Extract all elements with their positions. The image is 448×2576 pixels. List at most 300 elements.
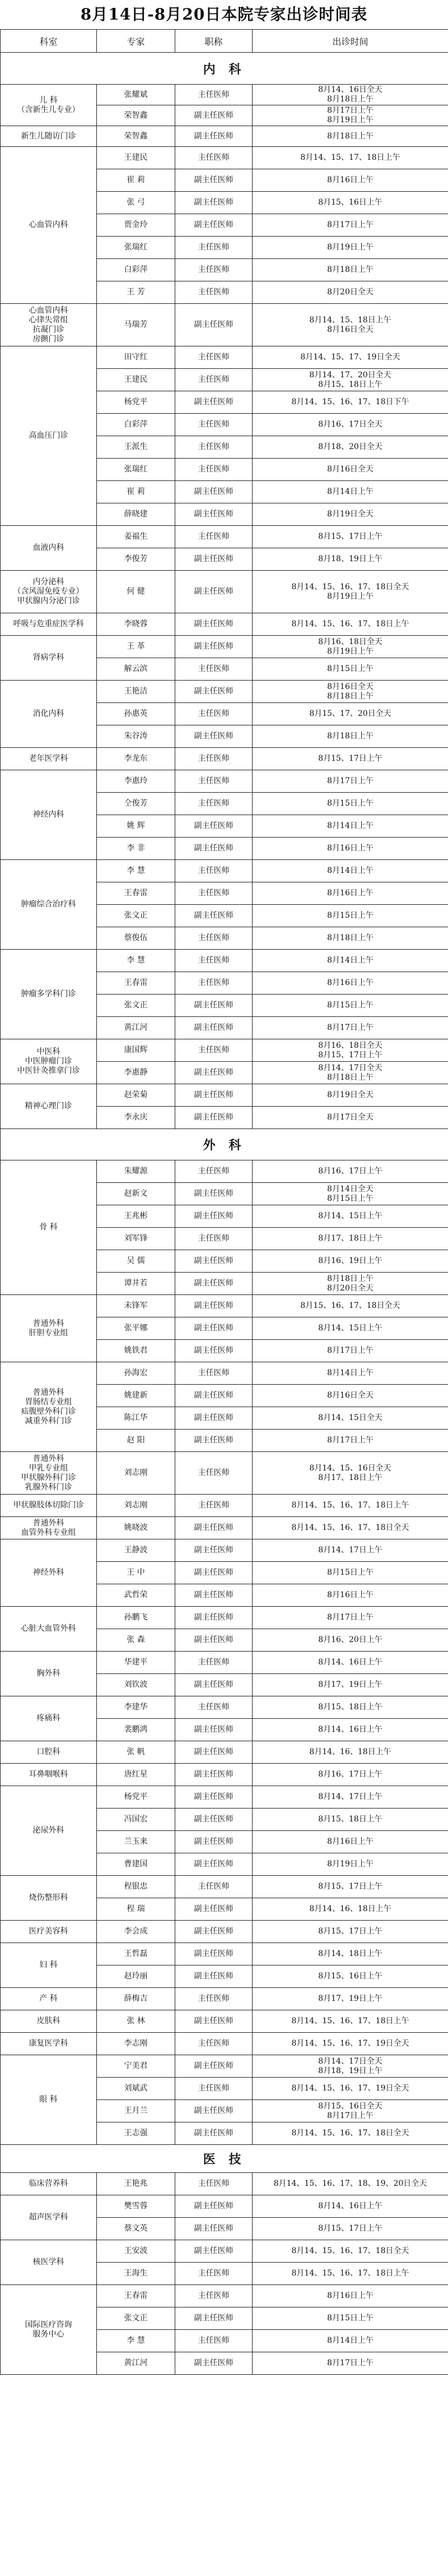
expert-name: 兰玉来 bbox=[97, 1831, 175, 1853]
expert-rank: 副主任医师 bbox=[175, 1786, 253, 1809]
dept-cell: 眼 科 bbox=[1, 2055, 97, 2145]
expert-rank: 副主任医师 bbox=[175, 2352, 253, 2375]
expert-rank: 副主任医师 bbox=[175, 1584, 253, 1607]
header-row bbox=[1, 30, 448, 53]
expert-rank: 副主任医师 bbox=[175, 2010, 253, 2033]
expert-name: 姚建新 bbox=[97, 1385, 175, 1407]
expert-rank: 主任医师 bbox=[175, 703, 253, 725]
dept-cell: 普通外科 肝胆专业组 bbox=[1, 1295, 97, 1362]
table-row bbox=[1, 681, 448, 703]
clinic-time: 8月17日上午 bbox=[253, 1017, 448, 1039]
expert-rank: 主任医师 bbox=[175, 436, 253, 459]
expert-rank: 副主任医师 bbox=[175, 725, 253, 748]
header-time: 出诊时间 bbox=[253, 30, 448, 53]
clinic-time: 8月17日上午 8月19日上午 bbox=[253, 105, 448, 126]
expert-rank: 副主任医师 bbox=[175, 1719, 253, 1741]
table-row bbox=[1, 526, 448, 548]
dept-cell: 肾病学科 bbox=[1, 636, 97, 681]
table-row bbox=[1, 770, 448, 793]
clinic-time: 8月14、15、16、17、18日上午 bbox=[253, 2263, 448, 2285]
expert-name: 宁美君 bbox=[97, 2055, 175, 2078]
dept-cell: 普通外科 胃肠结专业组 疝腹壁外科门诊 减重外科门诊 bbox=[1, 1362, 97, 1452]
clinic-time: 8月15日上午 bbox=[253, 995, 448, 1017]
dept-cell: 儿 科 （含新生儿专业） bbox=[1, 85, 97, 126]
dept-cell: 内分泌科 （含风湿免疫专业） 甲状腺内分泌门诊 bbox=[1, 571, 97, 613]
clinic-time: 8月16日上午 bbox=[253, 1831, 448, 1853]
expert-rank: 副主任医师 bbox=[175, 1943, 253, 1965]
dept-cell: 新生儿随访门诊 bbox=[1, 126, 97, 147]
expert-rank: 主任医师 bbox=[175, 1039, 253, 1062]
dept-cell: 甲状腺肢体切除门诊 bbox=[1, 1495, 97, 1517]
expert-name: 裴鹏鸿 bbox=[97, 1719, 175, 1741]
expert-rank: 副主任医师 bbox=[175, 2195, 253, 2218]
dept-cell: 口腔科 bbox=[1, 1741, 97, 1764]
dept-cell: 皮肤科 bbox=[1, 2010, 97, 2033]
expert-name: 华建平 bbox=[97, 1652, 175, 1674]
expert-name: 蔡俊伍 bbox=[97, 927, 175, 950]
expert-rank: 主任医师 bbox=[175, 2033, 253, 2055]
clinic-time: 8月14、17日全天 8月18日上午 bbox=[253, 1062, 448, 1084]
expert-name: 李惠玲 bbox=[97, 770, 175, 793]
dept-cell: 神经外科 bbox=[1, 1539, 97, 1607]
expert-rank: 主任医师 bbox=[175, 2285, 253, 2307]
expert-rank: 副主任医师 bbox=[175, 481, 253, 503]
header-expert: 专家 bbox=[97, 30, 175, 53]
expert-name: 崔 莉 bbox=[97, 169, 175, 192]
dept-cell: 心血管内科 心律失常组 抗凝门诊 房颤门诊 bbox=[1, 304, 97, 346]
expert-name: 王安波 bbox=[97, 2240, 175, 2263]
dept-cell: 肿瘤综合治疗科 bbox=[1, 860, 97, 950]
clinic-time: 8月14、18日上午 bbox=[253, 1943, 448, 1965]
expert-name: 王月兰 bbox=[97, 2100, 175, 2122]
clinic-time: 8月15日上午 bbox=[253, 1562, 448, 1584]
expert-rank: 副主任医师 bbox=[175, 1517, 253, 1539]
clinic-time: 8月14日上午 bbox=[253, 815, 448, 838]
clinic-time: 8月14日上午 bbox=[253, 2330, 448, 2352]
expert-rank: 副主任医师 bbox=[175, 1385, 253, 1407]
expert-name: 白彩萍 bbox=[97, 259, 175, 281]
expert-name: 李永庆 bbox=[97, 1107, 175, 1129]
expert-rank: 主任医师 bbox=[175, 1228, 253, 1250]
table-row bbox=[1, 346, 448, 369]
clinic-time: 8月14、16日上午 bbox=[253, 1719, 448, 1741]
expert-name: 刘志刚 bbox=[97, 1495, 175, 1517]
expert-rank: 副主任医师 bbox=[175, 2122, 253, 2145]
expert-rank: 副主任医师 bbox=[175, 192, 253, 214]
dept-cell: 胸外科 bbox=[1, 1652, 97, 1696]
clinic-time: 8月14、15、16、17、18日上午 bbox=[253, 1495, 448, 1517]
expert-name: 张 森 bbox=[97, 1629, 175, 1652]
expert-rank: 副主任医师 bbox=[175, 1273, 253, 1295]
clinic-time: 8月17日上午 bbox=[253, 1340, 448, 1362]
table-row bbox=[1, 1362, 448, 1385]
table-row bbox=[1, 1786, 448, 1809]
expert-name: 程银忠 bbox=[97, 1876, 175, 1898]
table-row bbox=[1, 860, 448, 882]
expert-name: 唐红星 bbox=[97, 1764, 175, 1786]
expert-name: 朱谷涛 bbox=[97, 725, 175, 748]
section-title: 内 科 bbox=[1, 53, 448, 85]
expert-rank: 主任医师 bbox=[175, 950, 253, 972]
clinic-time: 8月15、17日上午 bbox=[253, 2218, 448, 2240]
clinic-time: 8月18日上午 bbox=[253, 725, 448, 748]
clinic-time: 8月20日全天 bbox=[253, 281, 448, 304]
expert-name: 张文正 bbox=[97, 995, 175, 1017]
expert-rank: 副主任医师 bbox=[175, 126, 253, 147]
clinic-time: 8月18日上午 bbox=[253, 126, 448, 147]
table-row bbox=[1, 1741, 448, 1764]
clinic-time: 8月18、20日全天 bbox=[253, 436, 448, 459]
clinic-time: 8月17日上午 bbox=[253, 770, 448, 793]
clinic-time: 8月17、19日上午 bbox=[253, 1674, 448, 1696]
clinic-time: 8月15、16日全天 8月17日上午 bbox=[253, 2100, 448, 2122]
clinic-time: 8月15日上午 bbox=[253, 905, 448, 927]
table-row bbox=[1, 1764, 448, 1786]
clinic-time: 8月19日上午 bbox=[253, 237, 448, 259]
expert-rank: 副主任医师 bbox=[175, 1607, 253, 1629]
table-row bbox=[1, 85, 448, 105]
table-row bbox=[1, 1452, 448, 1495]
expert-name: 李 慧 bbox=[97, 2330, 175, 2352]
expert-name: 杨党平 bbox=[97, 391, 175, 414]
expert-rank: 主任医师 bbox=[175, 346, 253, 369]
table-row bbox=[1, 2173, 448, 2195]
clinic-time: 8月16、18日全天 8月15、17日上午 bbox=[253, 1039, 448, 1062]
expert-name: 李会成 bbox=[97, 1921, 175, 1943]
expert-name: 吴 儒 bbox=[97, 1250, 175, 1273]
table-row bbox=[1, 2010, 448, 2033]
expert-name: 谭井若 bbox=[97, 1273, 175, 1295]
clinic-time: 8月19日全天 bbox=[253, 1084, 448, 1107]
expert-rank: 副主任医师 bbox=[175, 1562, 253, 1584]
expert-rank: 副主任医师 bbox=[175, 2240, 253, 2263]
clinic-time: 8月14、16、18日上午 bbox=[253, 1741, 448, 1764]
table-row bbox=[1, 2055, 448, 2078]
expert-name: 姚晓波 bbox=[97, 1517, 175, 1539]
clinic-time: 8月15日上午 bbox=[253, 793, 448, 815]
header-rank: 职称 bbox=[175, 30, 253, 53]
clinic-time: 8月14、15、17、19日全天 bbox=[253, 346, 448, 369]
expert-rank: 主任医师 bbox=[175, 2078, 253, 2100]
clinic-time: 8月16日上午 bbox=[253, 972, 448, 995]
expert-rank: 副主任医师 bbox=[175, 681, 253, 703]
expert-name: 何 健 bbox=[97, 571, 175, 613]
clinic-time: 8月14、15、16日全天 8月17、18日上午 bbox=[253, 1452, 448, 1495]
expert-name: 张平娜 bbox=[97, 1317, 175, 1340]
expert-name: 康国辉 bbox=[97, 1039, 175, 1062]
expert-rank: 副主任医师 bbox=[175, 503, 253, 526]
expert-name: 贾金玲 bbox=[97, 214, 175, 237]
section-title: 医 技 bbox=[1, 2145, 448, 2173]
dept-cell: 神经内科 bbox=[1, 770, 97, 860]
expert-name: 王建民 bbox=[97, 147, 175, 169]
table-row bbox=[1, 147, 448, 169]
clinic-time: 8月16日全天 bbox=[253, 1385, 448, 1407]
expert-name: 薛晓建 bbox=[97, 503, 175, 526]
expert-rank: 副主任医师 bbox=[175, 1539, 253, 1562]
clinic-time: 8月16日上午 bbox=[253, 882, 448, 905]
expert-name: 张 弓 bbox=[97, 192, 175, 214]
dept-cell: 中医科 中医肿瘤门诊 中医针灸推拿门诊 bbox=[1, 1039, 97, 1084]
expert-rank: 副主任医师 bbox=[175, 391, 253, 414]
expert-name: 张瑞红 bbox=[97, 459, 175, 481]
expert-name: 王海生 bbox=[97, 2263, 175, 2285]
clinic-time: 8月17日上午 bbox=[253, 1430, 448, 1452]
clinic-time: 8月16日全天 bbox=[253, 459, 448, 481]
expert-rank: 主任医师 bbox=[175, 1876, 253, 1898]
expert-name: 张 帆 bbox=[97, 1741, 175, 1764]
clinic-time: 8月16、20日上午 bbox=[253, 1629, 448, 1652]
expert-rank: 副主任医师 bbox=[175, 1898, 253, 1921]
expert-name: 姚铁君 bbox=[97, 1340, 175, 1362]
expert-name: 黄江河 bbox=[97, 1017, 175, 1039]
expert-rank: 副主任医师 bbox=[175, 571, 253, 613]
clinic-time: 8月17、18日上午 bbox=[253, 1228, 448, 1250]
expert-rank: 主任医师 bbox=[175, 414, 253, 436]
expert-rank: 主任医师 bbox=[175, 369, 253, 391]
expert-name: 李志刚 bbox=[97, 2033, 175, 2055]
expert-rank: 副主任医师 bbox=[175, 1084, 253, 1107]
clinic-time: 8月14、17、20日全天 8月15、18日上午 bbox=[253, 369, 448, 391]
expert-rank: 副主任医师 bbox=[175, 1317, 253, 1340]
expert-name: 仝俊芳 bbox=[97, 793, 175, 815]
expert-rank: 主任医师 bbox=[175, 770, 253, 793]
expert-name: 张瑞红 bbox=[97, 237, 175, 259]
expert-name: 王建民 bbox=[97, 369, 175, 391]
clinic-time: 8月16、17日全天 bbox=[253, 414, 448, 436]
expert-rank: 副主任医师 bbox=[175, 1674, 253, 1696]
expert-name: 王志强 bbox=[97, 2122, 175, 2145]
table-row bbox=[1, 1943, 448, 1965]
clinic-time: 8月14、15日上午 bbox=[253, 1317, 448, 1340]
expert-name: 武哲荣 bbox=[97, 1584, 175, 1607]
clinic-time: 8月15、18日上午 bbox=[253, 1696, 448, 1719]
clinic-time: 8月18、19日上午 bbox=[253, 548, 448, 571]
expert-name: 马瑞芳 bbox=[97, 304, 175, 346]
expert-name: 程 瑞 bbox=[97, 1898, 175, 1921]
table-row bbox=[1, 2033, 448, 2055]
expert-rank: 副主任医师 bbox=[175, 1062, 253, 1084]
clinic-time: 8月16日上午 bbox=[253, 2285, 448, 2307]
expert-name: 赵 阳 bbox=[97, 1430, 175, 1452]
expert-name: 王艳兆 bbox=[97, 2173, 175, 2195]
table-row bbox=[1, 1039, 448, 1062]
dept-cell: 产 科 bbox=[1, 1988, 97, 2010]
expert-rank: 主任医师 bbox=[175, 237, 253, 259]
expert-rank: 主任医师 bbox=[175, 748, 253, 770]
expert-name: 荣智鑫 bbox=[97, 105, 175, 126]
table-row bbox=[1, 571, 448, 613]
expert-name: 姚 辉 bbox=[97, 815, 175, 838]
expert-name: 李 慧 bbox=[97, 950, 175, 972]
clinic-time: 8月14、16日上午 bbox=[253, 2195, 448, 2218]
clinic-time: 8月14、15、16、17、18日全天 8月19日上午 bbox=[253, 571, 448, 613]
expert-name: 赵新文 bbox=[97, 1183, 175, 1205]
dept-cell: 医疗美容科 bbox=[1, 1921, 97, 1943]
clinic-time: 8月15日上午 bbox=[253, 658, 448, 681]
clinic-time: 8月16日上午 bbox=[253, 1584, 448, 1607]
expert-rank: 副主任医师 bbox=[175, 1250, 253, 1273]
table-row bbox=[1, 1607, 448, 1629]
expert-name: 李晓蓉 bbox=[97, 613, 175, 636]
expert-name: 刘军锋 bbox=[97, 1228, 175, 1250]
clinic-time: 8月14、15、18日上午 8月16日全天 bbox=[253, 304, 448, 346]
expert-name: 张耀斌 bbox=[97, 85, 175, 105]
expert-rank: 副主任医师 bbox=[175, 2055, 253, 2078]
table-row bbox=[1, 1921, 448, 1943]
dept-cell: 康复医学科 bbox=[1, 2033, 97, 2055]
clinic-time: 8月15、17日上午 bbox=[253, 526, 448, 548]
expert-rank: 副主任医师 bbox=[175, 1741, 253, 1764]
expert-rank: 主任医师 bbox=[175, 1160, 253, 1183]
expert-rank: 副主任医师 bbox=[175, 214, 253, 237]
expert-name: 王 芳 bbox=[97, 281, 175, 304]
expert-rank: 主任医师 bbox=[175, 526, 253, 548]
table-row bbox=[1, 636, 448, 658]
expert-rank: 副主任医师 bbox=[175, 1853, 253, 1876]
expert-rank: 主任医师 bbox=[175, 2330, 253, 2352]
expert-rank: 副主任医师 bbox=[175, 1017, 253, 1039]
expert-rank: 主任医师 bbox=[175, 259, 253, 281]
clinic-time: 8月19日上午 bbox=[253, 1853, 448, 1876]
expert-name: 姜福生 bbox=[97, 526, 175, 548]
expert-name: 张 林 bbox=[97, 2010, 175, 2033]
expert-name: 樊雪蓉 bbox=[97, 2195, 175, 2218]
expert-rank: 副主任医师 bbox=[175, 1407, 253, 1430]
expert-rank: 主任医师 bbox=[175, 281, 253, 304]
expert-name: 李 慧 bbox=[97, 860, 175, 882]
expert-rank: 主任医师 bbox=[175, 882, 253, 905]
clinic-time: 8月17日上午 bbox=[253, 214, 448, 237]
section-row bbox=[1, 53, 448, 85]
dept-cell: 临床营养科 bbox=[1, 2173, 97, 2195]
clinic-time: 8月14、15、16、17、18日全天 bbox=[253, 1517, 448, 1539]
clinic-time: 8月15、17日上午 bbox=[253, 1876, 448, 1898]
clinic-time: 8月14、15日上午 bbox=[253, 1205, 448, 1228]
table-row bbox=[1, 748, 448, 770]
expert-name: 田守红 bbox=[97, 346, 175, 369]
expert-name: 黄江河 bbox=[97, 2352, 175, 2375]
table-row bbox=[1, 1539, 448, 1562]
dept-cell: 国际医疗咨询 服务中心 bbox=[1, 2285, 97, 2375]
clinic-time: 8月14日上午 bbox=[253, 1362, 448, 1385]
expert-name: 王静波 bbox=[97, 1539, 175, 1562]
clinic-time: 8月14、15、16、17、18日全天 bbox=[253, 2240, 448, 2263]
expert-name: 李惠静 bbox=[97, 1062, 175, 1084]
section-row bbox=[1, 1129, 448, 1160]
table-row bbox=[1, 1495, 448, 1517]
expert-rank: 副主任医师 bbox=[175, 838, 253, 860]
table-row bbox=[1, 950, 448, 972]
expert-name: 刘斌武 bbox=[97, 2078, 175, 2100]
clinic-time: 8月17、19日上午 bbox=[253, 1988, 448, 2010]
expert-name: 崔 莉 bbox=[97, 481, 175, 503]
dept-cell: 血液内科 bbox=[1, 526, 97, 571]
dept-cell: 烧伤整形科 bbox=[1, 1876, 97, 1921]
table-row bbox=[1, 1517, 448, 1539]
expert-rank: 副主任医师 bbox=[175, 1764, 253, 1786]
section-row bbox=[1, 2145, 448, 2173]
expert-rank: 副主任医师 bbox=[175, 995, 253, 1017]
expert-name: 王 中 bbox=[97, 1562, 175, 1584]
dept-cell: 耳鼻咽喉科 bbox=[1, 1764, 97, 1786]
expert-name: 张文正 bbox=[97, 905, 175, 927]
clinic-time: 8月16、17日上午 bbox=[253, 1160, 448, 1183]
expert-rank: 主任医师 bbox=[175, 1696, 253, 1719]
clinic-time: 8月16、18日全天 8月19日上午 bbox=[253, 636, 448, 658]
expert-name: 王兆彬 bbox=[97, 1205, 175, 1228]
expert-name: 孙鹏飞 bbox=[97, 1607, 175, 1629]
expert-name: 荣智鑫 bbox=[97, 126, 175, 147]
schedule-table bbox=[0, 29, 448, 2375]
expert-rank: 副主任医师 bbox=[175, 1183, 253, 1205]
clinic-time: 8月15、18日上午 bbox=[253, 1809, 448, 1831]
dept-cell: 老年医学科 bbox=[1, 748, 97, 770]
clinic-time: 8月14、15、16、17、19日全天 bbox=[253, 2078, 448, 2100]
header-dept: 科室 bbox=[1, 30, 97, 53]
clinic-time: 8月14、15日全天 bbox=[253, 1407, 448, 1430]
expert-name: 刘志刚 bbox=[97, 1452, 175, 1495]
clinic-time: 8月14、15、17、18日上午 bbox=[253, 147, 448, 169]
expert-name: 王派生 bbox=[97, 436, 175, 459]
expert-name: 王哲磊 bbox=[97, 1943, 175, 1965]
expert-name: 白彩萍 bbox=[97, 414, 175, 436]
table-row bbox=[1, 304, 448, 346]
clinic-time: 8月14、17日全天 8月18、19日上午 bbox=[253, 2055, 448, 2078]
clinic-time: 8月16日全天 8月18日上午 bbox=[253, 681, 448, 703]
expert-rank: 副主任医师 bbox=[175, 1107, 253, 1129]
clinic-time: 8月15、16、17、18日全天 bbox=[253, 1295, 448, 1317]
dept-cell: 超声医学科 bbox=[1, 2195, 97, 2240]
dept-cell: 心血管内科 bbox=[1, 147, 97, 304]
table-row bbox=[1, 1876, 448, 1898]
clinic-time: 8月15、17、20日全天 bbox=[253, 703, 448, 725]
clinic-time: 8月14、17日上午 bbox=[253, 1786, 448, 1809]
table-row bbox=[1, 613, 448, 636]
expert-rank: 副主任医师 bbox=[175, 905, 253, 927]
expert-rank: 主任医师 bbox=[175, 972, 253, 995]
expert-rank: 副主任医师 bbox=[175, 1921, 253, 1943]
section-title: 外 科 bbox=[1, 1129, 448, 1160]
dept-cell: 核医学科 bbox=[1, 2240, 97, 2285]
expert-rank: 主任医师 bbox=[175, 1988, 253, 2010]
clinic-time: 8月14、15、16、17、18日上午 bbox=[253, 613, 448, 636]
expert-name: 冯国宏 bbox=[97, 1809, 175, 1831]
expert-name: 王春雷 bbox=[97, 972, 175, 995]
expert-rank: 副主任医师 bbox=[175, 105, 253, 126]
expert-name: 赵玲丽 bbox=[97, 1965, 175, 1988]
expert-name: 杨党平 bbox=[97, 1786, 175, 1809]
clinic-time: 8月18日上午 8月20日全天 bbox=[253, 1273, 448, 1295]
expert-name: 李建华 bbox=[97, 1696, 175, 1719]
dept-cell: 高血压门诊 bbox=[1, 346, 97, 526]
page-title: 8月14日-8月20日本院专家出诊时间表 bbox=[80, 5, 368, 24]
clinic-time: 8月17日全天 bbox=[253, 1107, 448, 1129]
dept-cell: 呼吸与危重症医学科 bbox=[1, 613, 97, 636]
clinic-time: 8月19日全天 bbox=[253, 503, 448, 526]
expert-rank: 主任医师 bbox=[175, 793, 253, 815]
expert-name: 王春雷 bbox=[97, 882, 175, 905]
clinic-time: 8月15、17日上午 bbox=[253, 1921, 448, 1943]
expert-name: 李 非 bbox=[97, 838, 175, 860]
dept-cell: 消化内科 bbox=[1, 681, 97, 748]
table-row bbox=[1, 2195, 448, 2218]
expert-rank: 主任医师 bbox=[175, 85, 253, 105]
expert-rank: 主任医师 bbox=[175, 459, 253, 481]
table-row bbox=[1, 1652, 448, 1674]
expert-rank: 主任医师 bbox=[175, 860, 253, 882]
clinic-time: 8月14日上午 bbox=[253, 950, 448, 972]
